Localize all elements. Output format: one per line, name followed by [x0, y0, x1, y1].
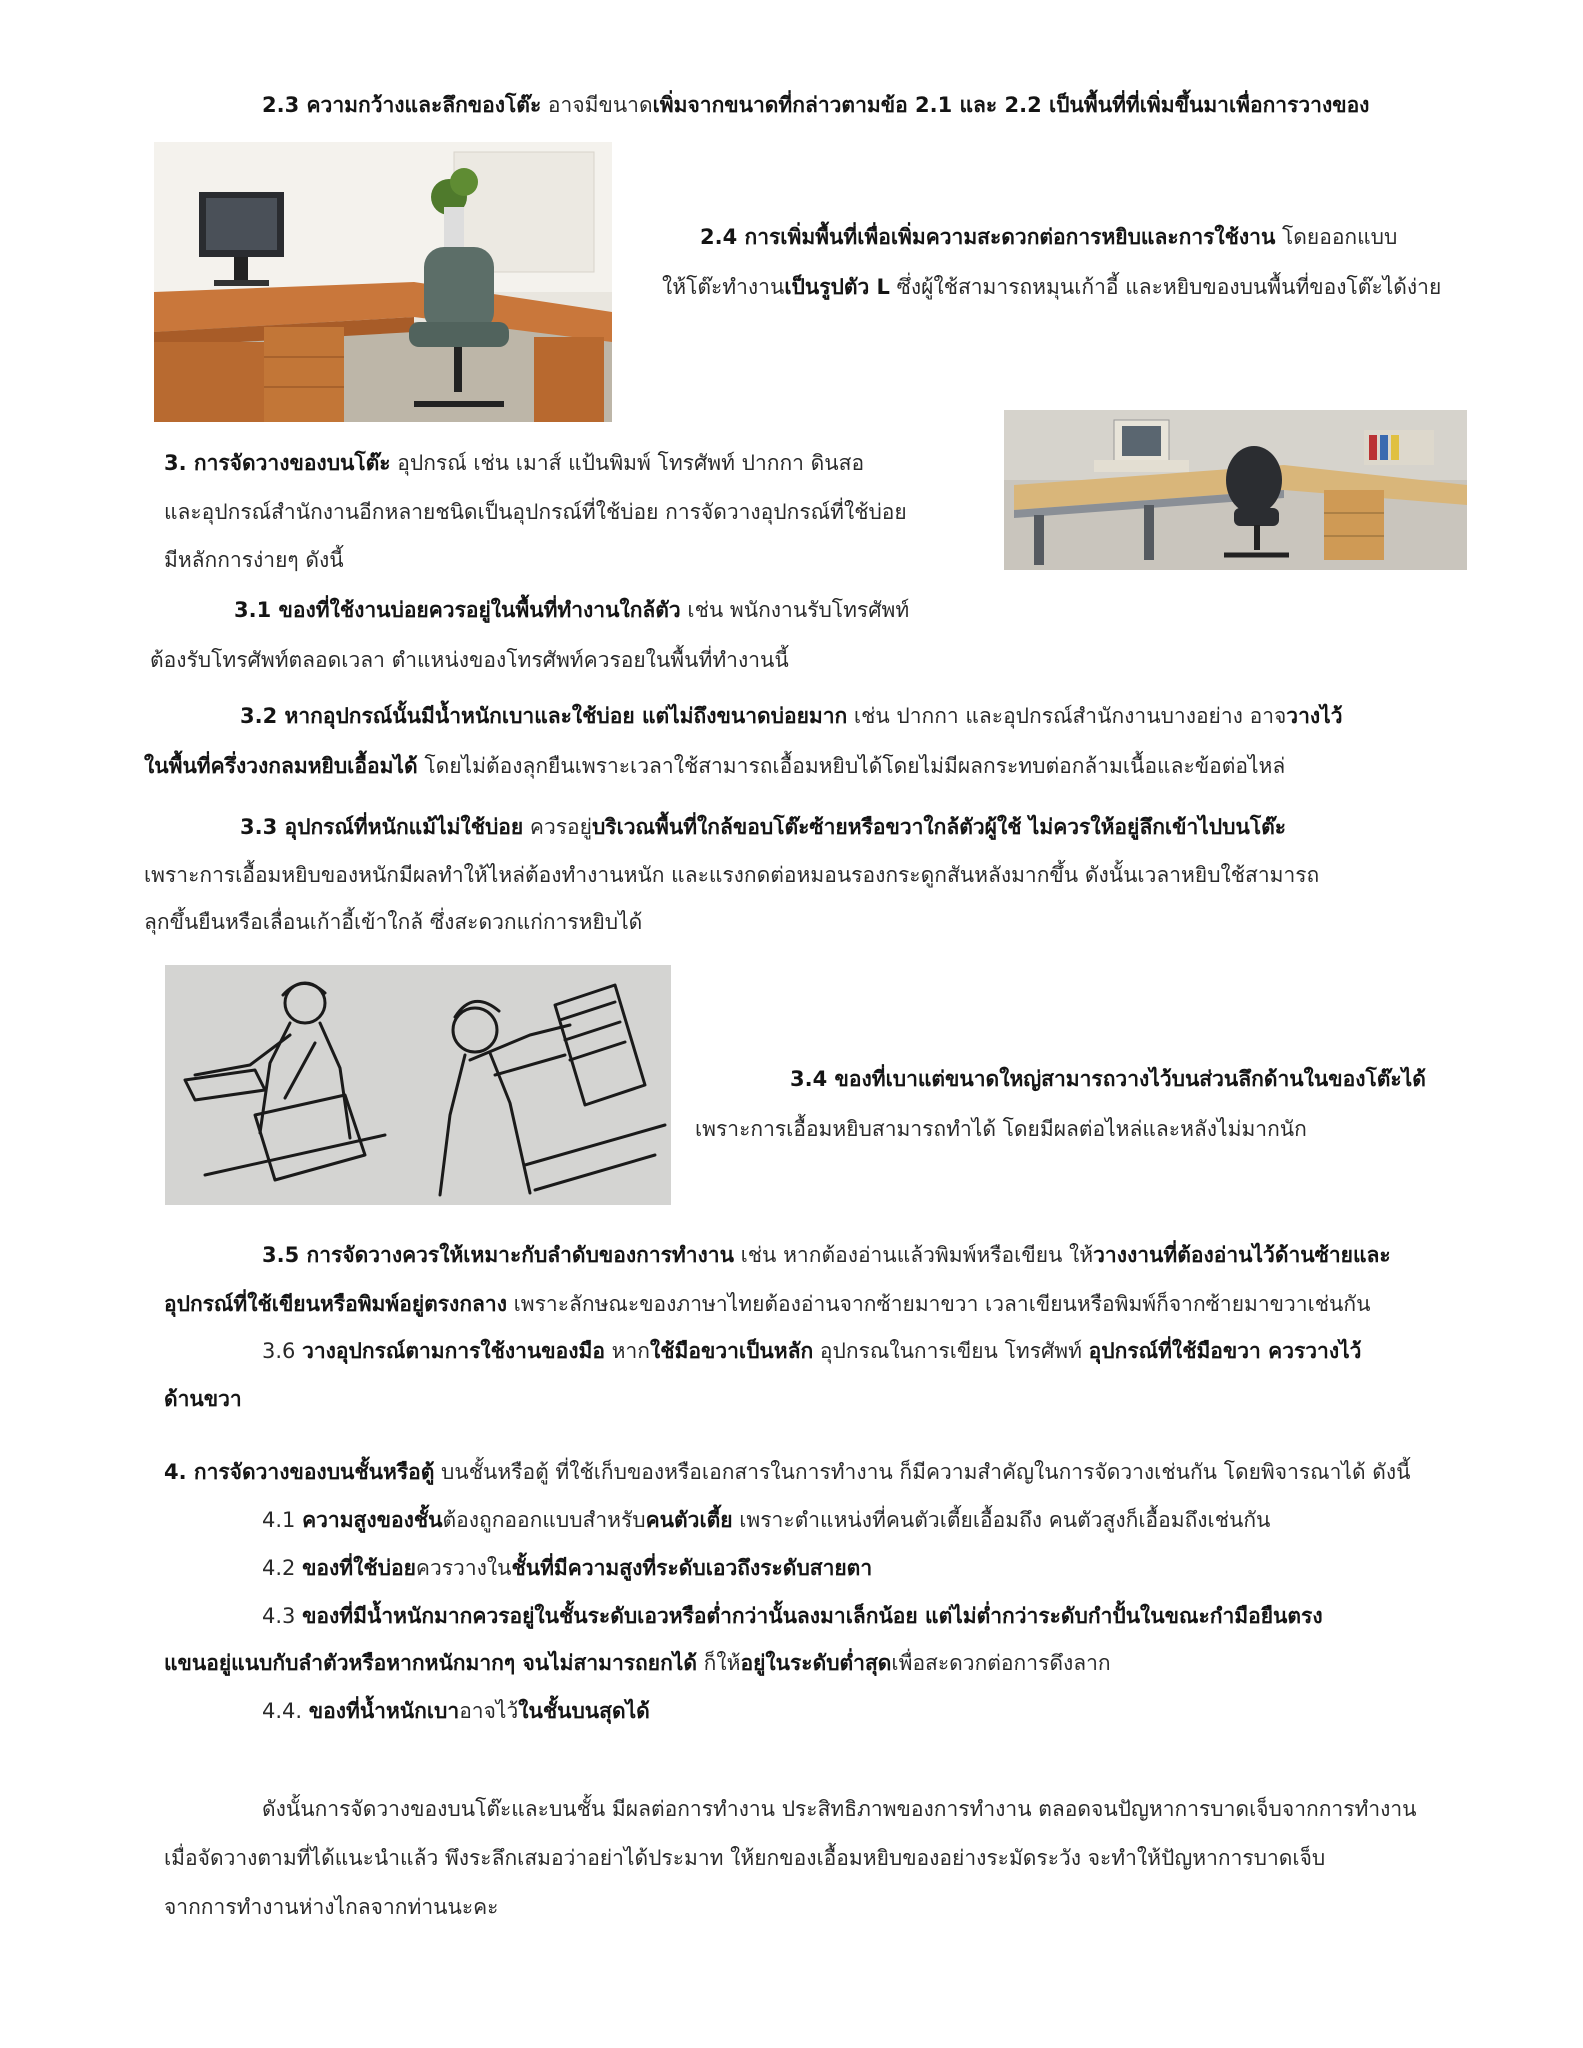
section-3-3-line-3 [144, 907, 642, 937]
section-3-6-line-2 [164, 1384, 242, 1414]
section-2-4-text-2b: ซึ่งผู้ใช้สามารถหมุนเก้าอี้ และหยิบของบนพื้นที่ของโต๊ะได้ง่าย [889, 275, 1442, 299]
section-4-1-line [262, 1505, 1270, 1535]
section-3-line-2 [164, 497, 907, 527]
section-4-heading: 4. การจัดวางของบนชั้นหรือตู้ [164, 1460, 435, 1484]
section-4-3-line-2 [164, 1648, 1111, 1678]
section-4-4-number: 4.4. [262, 1699, 309, 1723]
conclusion-text-2: เมื่อจัดวางตามที่ได้แนะนำแล้ว พึงระลึกเสมอว่าอย่าได้ประมาท ให้ยกของเอื้อมหยิบของอย่างระมัดระวัง จะทำให้ปัญหาการบาดเจ็บ [164, 1846, 1326, 1870]
section-2-3-text: อาจมีขนาด [541, 93, 653, 117]
section-2-4-text-1: โดยออกแบบ [1275, 225, 1398, 249]
section-2-4-text-2a: ให้โต๊ะทำงาน [662, 275, 785, 299]
section-3-3-line-2 [144, 860, 1319, 890]
section-3-5-text-1-bold: วางงานที่ต้องอ่านไว้ด้านซ้ายและ [1093, 1243, 1391, 1267]
section-3-text-3: มีหลักการง่ายๆ ดังนี้ [164, 548, 344, 572]
section-4-3-text-2b: เพื่อสะดวกต่อการดึงลาก [891, 1651, 1111, 1675]
section-3-6-line-1 [262, 1336, 1361, 1366]
section-3-1-text-2: ต้องรับโทรศัพท์ตลอดเวลา ตำแหน่งของโทรศัพท์ควรอยในพื้นที่ทำงานนี้ [150, 648, 789, 672]
section-2-3-text-bold: เพิ่มจากขนาดที่กล่าวตามข้อ 2.1 และ 2.2 เป็นพื้นที่ที่เพิ่มขึ้นมาเพื่อการวางของ [652, 93, 1370, 117]
section-3-3-text-2: เพราะการเอื้อมหยิบของหนักมีผลทำให้ไหล่ต้องทำงานหนัก และแรงกดต่อหมอนรองกระดูกสันหลังมากขึ้น ดังนั้นเวลาหยิบใช้สามารถ [144, 863, 1320, 887]
section-4-2-heading: ของที่ใช้บ่อย [302, 1556, 416, 1580]
section-3-2-line-2 [144, 751, 1285, 781]
section-3-6-text-1-bold: ใช้มือขวาเป็นหลัก [650, 1339, 814, 1363]
section-2-4-line-1 [700, 222, 1397, 252]
section-3-5-text-2: เพราะลักษณะของภาษาไทยต้องอ่านจากซ้ายมาขวา เวลาเขียนหรือพิมพ์ก็จากซ้ายมาขวาเช่นกัน [506, 1292, 1371, 1316]
section-4-2-line [262, 1553, 872, 1583]
section-3-5-heading: 3.5 การจัดวางควรให้เหมาะกับลำดับของการทำงาน [262, 1243, 734, 1267]
section-3-2-text-1: เช่น ปากกา และอุปกรณ์สำนักงานบางอย่าง อาจ [847, 704, 1287, 728]
section-3-6-number: 3.6 [262, 1339, 303, 1363]
section-3-5-text-1: เช่น หากต้องอ่านแล้วพิมพ์หรือเขียน ให้ [733, 1243, 1094, 1267]
section-4-4-text-bold: ในชั้นบนสุดได้ [518, 1699, 650, 1723]
section-3-1-heading: 3.1 ของที่ใช้งานบ่อยควรอยู่ในพื้นที่ทำงานใกล้ตัว [234, 598, 681, 622]
conclusion-line-1 [262, 1794, 1417, 1824]
section-3-1-text-1: เช่น พนักงานรับโทรศัพท์ [680, 598, 910, 622]
section-3-3-line-1 [240, 812, 1286, 842]
section-3-4-line-2 [695, 1114, 1307, 1144]
reaching-sketch-illustration [165, 965, 671, 1205]
section-4-1-number: 4.1 [262, 1508, 303, 1532]
section-3-line-3 [164, 545, 344, 575]
section-3-4-text-2: เพราะการเอื้อมหยิบสามารถทำได้ โดยมีผลต่อไหล่และหลังไม่มากนัก [695, 1117, 1307, 1141]
section-2-4-line-2 [662, 272, 1441, 302]
section-2-3-heading: 2.3 ความกว้างและลึกของโต๊ะ [262, 93, 542, 117]
section-3-6-text-1-bold2: อุปกรณ์ที่ใช้มือขวา ควรวางไว้ [1088, 1339, 1362, 1363]
conclusion-text-1: ดังนั้นการจัดวางของบนโต๊ะและบนชั้น มีผลต่อการทำงาน ประสิทธิภาพของการทำงาน ตลอดจนปัญหาการบาดเจ็บจากการทำงาน [262, 1797, 1417, 1821]
section-3-1-line-1 [234, 595, 909, 625]
section-3-2-heading: 3.2 หากอุปกรณ์นั้นมีน้ำหนักเบาและใช้บ่อย แต่ไม่ถึงขนาดบ่อยมาก [240, 704, 848, 728]
section-4-3-text-2: ก็ให้ [696, 1651, 741, 1675]
section-4-4-line [262, 1696, 650, 1726]
section-4-1-text: ต้องถูกออกแบบสำหรับ [442, 1508, 646, 1532]
section-4-1-text-2: เพราะตำแหน่งที่คนตัวเตี้ยเอื้อมถึง คนตัวสูงก็เอื้อมถึงเช่นกัน [732, 1508, 1271, 1532]
section-4-line-1 [164, 1457, 1411, 1487]
conclusion-line-3 [164, 1892, 498, 1922]
section-4-2-number: 4.2 [262, 1556, 303, 1580]
section-4-1-text-bold: คนตัวเตี้ย [645, 1508, 733, 1532]
section-3-text-2: และอุปกรณ์สำนักงานอีกหลายชนิดเป็นอุปกรณ์ที่ใช้บ่อย การจัดวางอุปกรณ์ที่ใช้บ่อย [164, 500, 907, 524]
section-2-4-text-2-bold: เป็นรูปตัว L [784, 275, 890, 299]
section-4-2-text: ควรวางใน [415, 1556, 512, 1580]
section-3-line-1 [164, 448, 864, 478]
section-4-1-heading: ความสูงของชั้น [302, 1508, 443, 1532]
conclusion-line-2 [164, 1843, 1325, 1873]
section-3-6-text-1b: อุปกรณในการเขียน โทรศัพท์ [813, 1339, 1089, 1363]
section-4-4-heading: ของที่น้ำหนักเบา [308, 1699, 460, 1723]
section-4-text-1: บนชั้นหรือตู้ ที่ใช้เก็บของหรือเอกสารในการทำงาน ก็มีความสำคัญในการจัดวางเช่นกัน โดยพิจารณาได้ ดังนี้ [434, 1460, 1411, 1484]
section-4-3-number: 4.3 [262, 1604, 303, 1628]
section-3-6-text-2-bold: ด้านขวา [164, 1387, 242, 1411]
section-3-3-text-1-bold: บริเวณพื้นที่ใกล้ขอบโต๊ะซ้ายหรือขวาใกล้ตัวผู้ใช้ ไม่ควรให้อยู่ลึกเข้าไปบนโต๊ะ [591, 815, 1287, 839]
section-4-2-text-bold: ชั้นที่มีความสูงที่ระดับเอวถึงระดับสายตา [511, 1556, 873, 1580]
section-3-6-text-1: หาก [604, 1339, 651, 1363]
section-3-3-text-1: ควรอยู่ [523, 815, 592, 839]
section-3-heading: 3. การจัดวางของบนโต๊ะ [164, 451, 391, 475]
section-3-3-heading: 3.3 อุปกรณ์ที่หนักแม้ไม่ใช้บ่อย [240, 815, 524, 839]
section-3-5-line-2 [164, 1289, 1370, 1319]
section-4-3-line-1 [262, 1601, 1323, 1631]
section-3-1-line-2 [150, 645, 789, 675]
conclusion-text-3: จากการทำงานห่างไกลจากท่านนะคะ [164, 1895, 499, 1919]
section-3-4-line-1 [790, 1064, 1426, 1094]
section-4-4-text: อาจไว้ [459, 1699, 519, 1723]
section-3-2-text-2: โดยไม่ต้องลุกยืนเพราะเวลาใช้สามารถเอื้อมหยิบได้โดยไม่มีผลกระทบต่อกล้ามเนื้อและข้อต่อไหล่ [417, 754, 1286, 778]
section-3-2-text-2-bold: ในพื้นที่ครึ่งวงกลมหยิบเอื้อมได้ [144, 754, 418, 778]
section-2-3-line [262, 90, 1369, 120]
section-3-5-text-2-bold: อุปกรณ์ที่ใช้เขียนหรือพิมพ์อยู่ตรงกลาง [164, 1292, 507, 1316]
section-3-5-line-1 [262, 1240, 1391, 1270]
office-desk-photo [1004, 410, 1467, 570]
section-2-4-heading: 2.4 การเพิ่มพื้นที่เพื่อเพิ่มความสะดวกต่อการหยิบและการใช้งาน [700, 225, 1276, 249]
section-3-2-text-1-bold: วางไว้ [1286, 704, 1343, 728]
section-4-3-text-2-bold2: อยู่ในระดับต่ำสุด [740, 1651, 892, 1675]
section-3-4-heading: 3.4 ของที่เบาแต่ขนาดใหญ่สามารถวางไว้บนส่วนลึกด้านในของโต๊ะได้ [790, 1067, 1426, 1091]
l-shaped-desk-photo [154, 142, 612, 422]
section-3-6-heading: วางอุปกรณ์ตามการใช้งานของมือ [302, 1339, 605, 1363]
section-4-3-heading: ของที่มีน้ำหนักมากควรอยู่ในชั้นระดับเอวหรือต่ำกว่านั้นลงมาเล็กน้อย แต่ไม่ต่ำกว่าระดับกำปั้นในขณะกำมือยืนตรง [302, 1604, 1323, 1628]
section-3-text-1: อุปกรณ์ เช่น เมาส์ แป้นพิมพ์ โทรศัพท์ ปากกา ดินสอ [390, 451, 865, 475]
section-3-2-line-1 [240, 701, 1343, 731]
section-4-3-text-2-bold: แขนอยู่แนบกับลำตัวหรือหากหนักมากๆ จนไม่สามารถยกได้ [164, 1651, 697, 1675]
section-3-3-text-3: ลุกขึ้นยืนหรือเลื่อนเก้าอี้เข้าใกล้ ซึ่งสะดวกแก่การหยิบได้ [144, 910, 643, 934]
